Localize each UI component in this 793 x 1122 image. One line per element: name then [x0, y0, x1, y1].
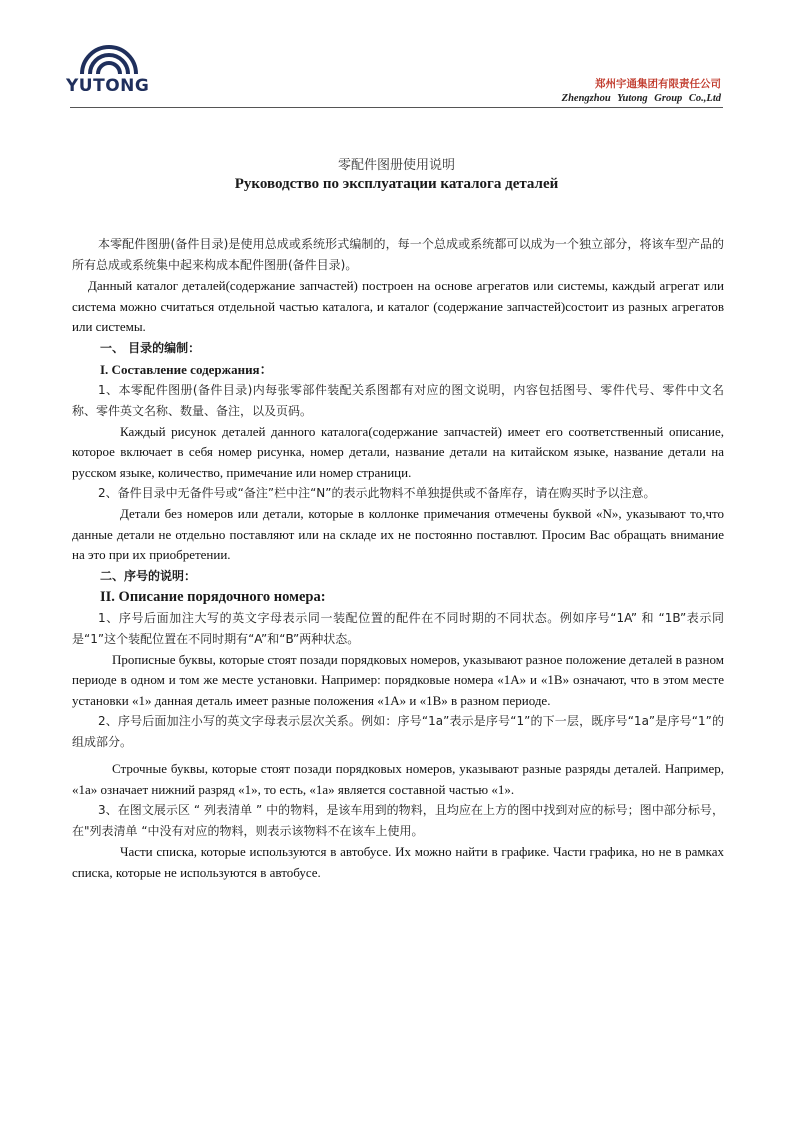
company-name-en: Zhengzhou Yutong Group Co.,Ltd: [561, 93, 721, 104]
logo-text: YUTONG: [66, 76, 150, 96]
intro-paragraph-cn: 本零配件图册(备件目录)是使用总成或系统形式编制的，每一个总成或系统都可以成为一个独立部分，将该车型产品的所有总成或系统集中起来构成本配件图册(备件目录)。: [72, 237, 724, 272]
header-divider: [70, 107, 723, 108]
company-name-cn: 郑州宇通集团有限责任公司: [595, 78, 721, 90]
section2-heading-ru: II. Описание порядочного номера:: [100, 588, 326, 605]
section1-item2-cn: 2、备件目录中无备件号或“备注”栏中注“N”的表示此物料不单独提供或不备库存，请在购买时予以注意。: [98, 486, 656, 500]
section1-item1-cn: 1、本零配件图册(备件目录)内每张零部件装配关系图都有对应的图文说明，内容包括图号、零件代号、零件中文名称、零件英文名称、数量、备注，以及页码。: [72, 382, 724, 418]
section1-heading-ru: I. Составление содержания：: [100, 361, 273, 377]
section2-heading-cn: 二、序号的说明：: [100, 568, 197, 583]
section2-item1-ru: Прописные буквы, которые стоят позади порядковых номеров, указывают разное положение деталей в разном периоде в одном и том же месте установки. Например: порядковые номера «1A» и «1B» означают, что в этом месте установки «1» данная деталь имеет разные положения «1A» и «1B» в разном периоде.: [72, 651, 724, 708]
section1-item2-ru: Детали без номеров или детали, которые в коллонке примечания отмечены буквой «N», указывают то,что данные детали не отдельно поставляют или на складе их не постоянно поставлют. Просим Вас обращать внимание на это при их приобретении.: [72, 506, 724, 562]
document-body: [72, 234, 724, 883]
section1-heading-cn: 一、 目录的编制：: [100, 340, 201, 355]
section2-item2-cn: 2、序号后面加注小写的英文字母表示层次关系。例如：序号“1a”表示是序号“1”的下一层，既序号“1a”是序号“1”的组成部分。: [72, 714, 724, 749]
company-block: [562, 77, 721, 106]
section2-item1-cn: 1、序号后面加注大写的英文字母表示同一装配位置的配件在不同时期的不同状态。例如序号“1A” 和 “1B”表示同是“1”这个装配位置在不同时期有“A”和“B”两种状态。: [72, 610, 724, 646]
section2-item3-cn: 3、在图文展示区 “ 列表清单 ” 中的物料，是该车用到的物料，且均应在上方的图中找到对应的标号；图中部分标号，在"列表清单 “中没有对应的物料，则表示该物料不在该车上使用。: [72, 803, 724, 838]
document-title-ru: Руководство по эксплуатации каталога деталей: [234, 176, 559, 192]
yutong-arcs-icon: [78, 40, 140, 74]
section1-item1-ru: Каждый рисунок деталей данного каталога(содержание запчастей) имеет его соответственный описание, которое включает в себя номер рисунка, номер детали, название детали на китайском языке, название детали на русском языке, количество, примечание или номер страници.: [72, 423, 724, 480]
intro-paragraph-ru: Данный каталог деталей(содержание запчастей) построен на основе агрегатов или системы, каждый агрегат или система можно считаться отдельной частью каталога, и каталог (содержание запчастей)состоит из разных агрегатов или системы.: [72, 278, 724, 334]
section2-item3-ru: Части списка, которые используются в автобусе. Их можно найти в графике. Части графика, но не в рамках списка, которые не используются в автобусе.: [72, 844, 724, 880]
document-title-cn: 零配件图册使用说明: [337, 158, 455, 173]
section2-item2-ru: Строчные буквы, которые стоят позади порядковых номеров, указывают разные разряды деталей. Например, «1a» означает нижний разряд «1», то есть, «1a» является составной частью «1».: [72, 761, 724, 797]
yutong-logo: [64, 40, 154, 100]
